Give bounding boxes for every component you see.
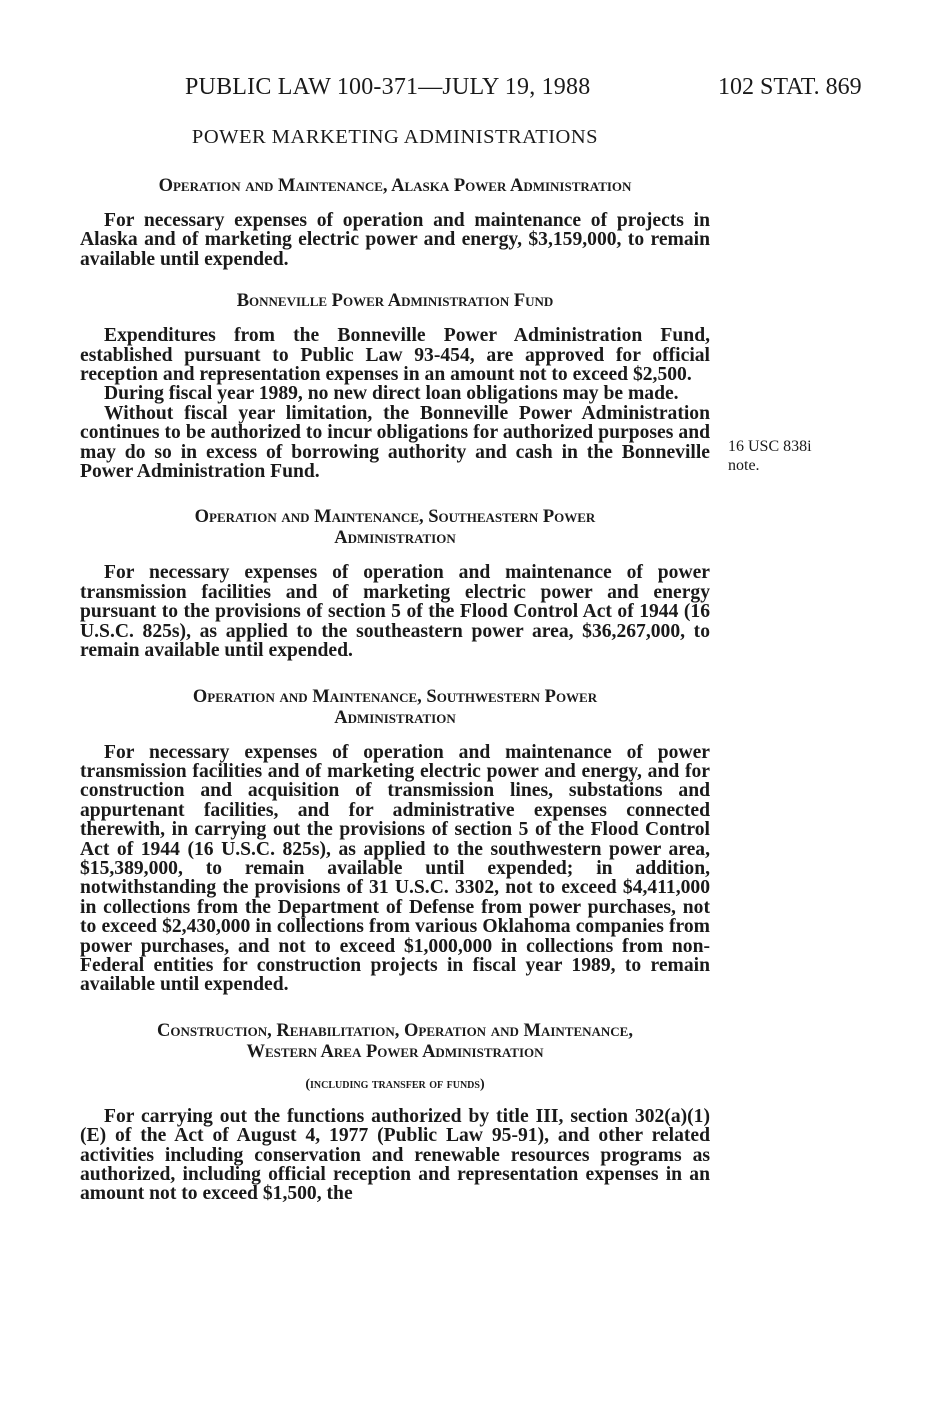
paragraph-western-area: For carrying out the functions authorized by title III, section 302(a)(1)(E) of the Act of August 4, 1977 (Public Law 95-91), and other related activities including conservation and renewable resources programs as authorized, including official reception and representation expenses in an amount not to exceed $1,500, the <box>80 1105 710 1205</box>
paragraph-southwestern: For necessary expenses of operation and maintenance of power transmission facilities and of marketing electric power and energy, and for construction and acquisition of transmission lines, substations and appurtenant facilities, and for administrative expenses connected therewith, in carrying out the provisions of section 5 of the Flood Control Act of 1944 (16 U.S.C. 825s), as applied to the southwestern power area, $15,389,000, to remain available until expended; in addition, notwithstanding the provisions of 31 U.S.C. 3302, not to exceed $4,411,000 in collections from the Department of Defense from power purchases, not to exceed $2,430,000 in collections from various Oklahoma companies from power purchases, and not to exceed $1,000,000 in collections from non-Federal entities for construction projects in fiscal year 1989, to remain available until expended. <box>80 741 710 996</box>
section-heading-western-area-line1: Construction, Rehabilitation, Operation and Maintenance, <box>157 1020 633 1041</box>
section-heading-alaska: Operation and Maintenance, Alaska Power Administration <box>158 176 632 196</box>
section-heading-western-area <box>80 1021 710 1063</box>
section-heading-southeastern-line1: Operation and Maintenance, Southeastern Power <box>194 507 596 528</box>
page-title: POWER MARKETING ADMINISTRATIONS <box>191 126 599 148</box>
section-heading-southwestern-line1: Operation and Maintenance, Southwestern Power <box>192 686 598 707</box>
running-head: PUBLIC LAW 100-371—JULY 19, 1988 <box>185 74 591 100</box>
margin-note-citation <box>728 437 848 475</box>
paragraph-bonneville-2: During fiscal year 1989, no new direct loan obligations may be made. <box>104 383 679 405</box>
section-heading-western-area-line2: Western Area Power Administration <box>246 1041 544 1062</box>
paragraph-bonneville-1: Expenditures from the Bonneville Power Administration Fund, established pursuant to Public Law 93-454, are approved for official reception and representation expenses in an amount not to exceed $2,500. <box>80 325 710 386</box>
subheading-transfer-of-funds: (including transfer of funds) <box>305 1076 485 1092</box>
section-heading-southeastern-line2: Administration <box>334 528 456 549</box>
margin-note-line2: note. <box>728 457 760 474</box>
paragraph-southeastern: For necessary expenses of operation and maintenance of power transmission facilities and of marketing electric power and energy pursuant to the provisions of section 5 of the Flood Control Act of 1944 (16 U.S.C. 825s), as applied to the southeastern power area, $36,267,000, to remain available until expended. <box>80 562 710 662</box>
section-heading-southeastern <box>80 507 710 549</box>
section-heading-southwestern <box>80 687 710 729</box>
section-heading-bonneville: Bonneville Power Administration Fund <box>236 291 554 312</box>
margin-note-line1: 16 USC 838i <box>728 438 812 455</box>
main-text-column <box>80 126 710 1204</box>
section-heading-southwestern-line2: Administration <box>334 707 456 728</box>
paragraph-bonneville-3: Without fiscal year limitation, the Bonneville Power Administration continues to be authorized to incur obligations for authorized purposes and may do so in excess of borrowing authority and cash in the Bonneville Power Administration Fund. <box>80 402 710 483</box>
paragraph-alaska: For necessary expenses of operation and maintenance of projects in Alaska and of marketing electric power and energy, $3,159,000, to remain available until expended. <box>80 210 710 270</box>
statute-page-reference: 102 STAT. 869 <box>718 74 862 100</box>
